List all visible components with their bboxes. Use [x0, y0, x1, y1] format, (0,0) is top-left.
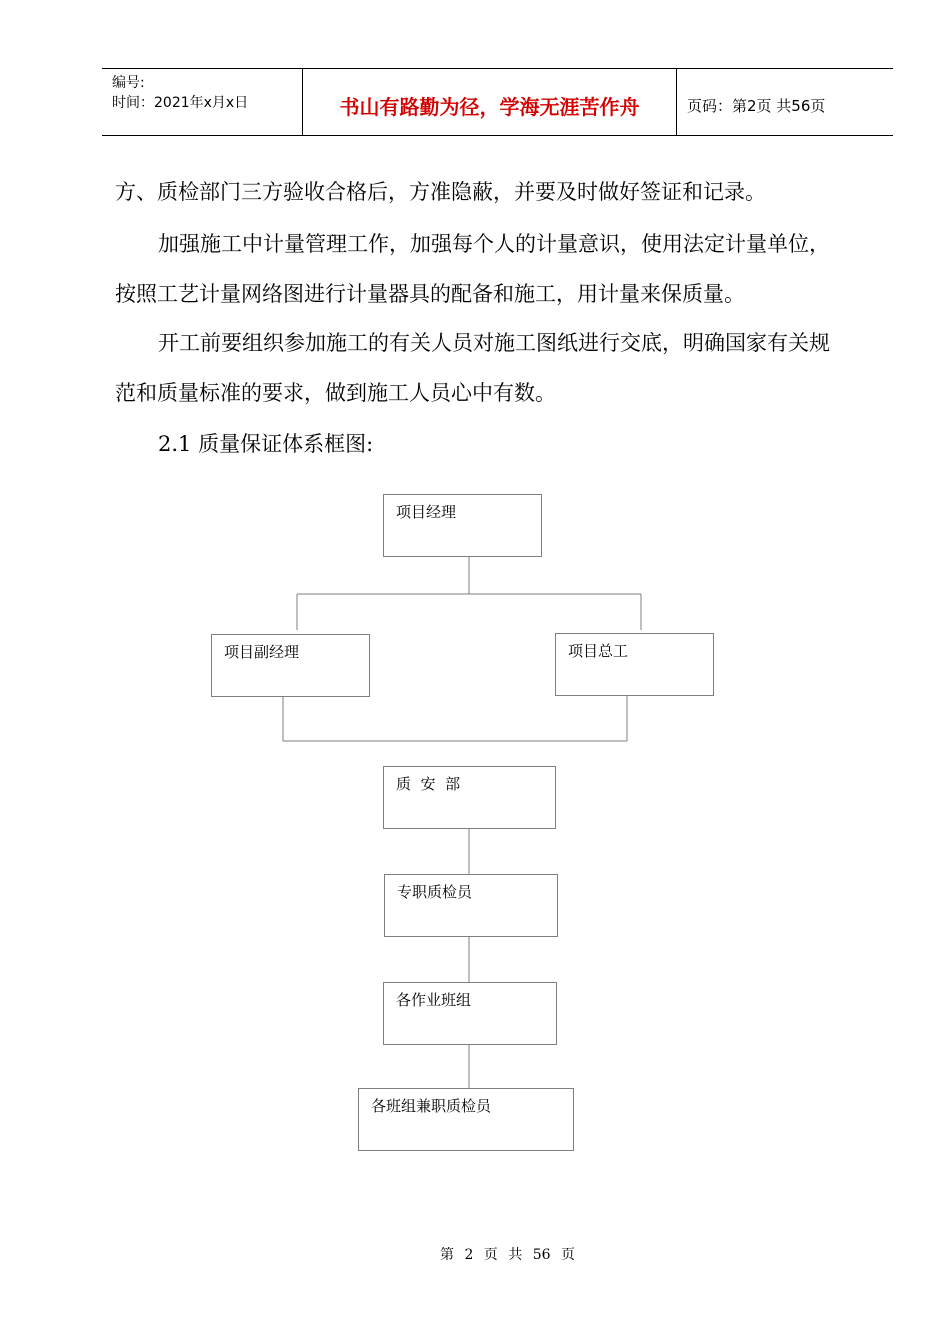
page-header [102, 68, 893, 136]
paragraph-line: 按照工艺计量网络图进行计量器具的配备和施工，用计量来保质量。 [115, 282, 745, 306]
page-footer [0, 1244, 950, 1264]
header-motto-cell [303, 69, 677, 135]
header-motto: 书山有路勤为径，学海无涯苦作舟 [339, 94, 640, 119]
document-time-label: 时间：2021年x月x日 [112, 95, 249, 111]
org-box-quality-safety-dept: 质 安 部 [383, 766, 556, 829]
paragraph-line: 开工前要组织参加施工的有关人员对施工图纸进行交底，明确国家有关规 [158, 331, 830, 355]
document-number-label: 编号: [112, 75, 145, 91]
paragraph-line: 加强施工中计量管理工作，加强每个人的计量意识，使用法定计量单位， [158, 232, 830, 256]
org-box-project-manager: 项目经理 [383, 494, 542, 557]
header-page-info: 页码：第2页 共56页 [687, 96, 826, 115]
footer-page-number: 第 2 页 共 56 页 [440, 1247, 575, 1263]
org-box-deputy-manager: 项目副经理 [211, 634, 370, 697]
header-meta-cell [102, 69, 303, 135]
org-box-full-time-inspector: 专职质检员 [384, 874, 558, 937]
paragraph-line: 方、质检部门三方验收合格后，方准隐蔽，并要及时做好签证和记录。 [115, 180, 766, 204]
org-box-chief-engineer: 项目总工 [555, 633, 714, 696]
org-box-work-teams: 各作业班组 [383, 982, 557, 1045]
header-page-cell [677, 69, 893, 135]
org-box-part-time-inspector: 各班组兼职质检员 [358, 1088, 574, 1151]
section-heading: 2.1 质量保证体系框图: [158, 432, 374, 456]
paragraph-line: 范和质量标准的要求，做到施工人员心中有数。 [115, 381, 556, 405]
